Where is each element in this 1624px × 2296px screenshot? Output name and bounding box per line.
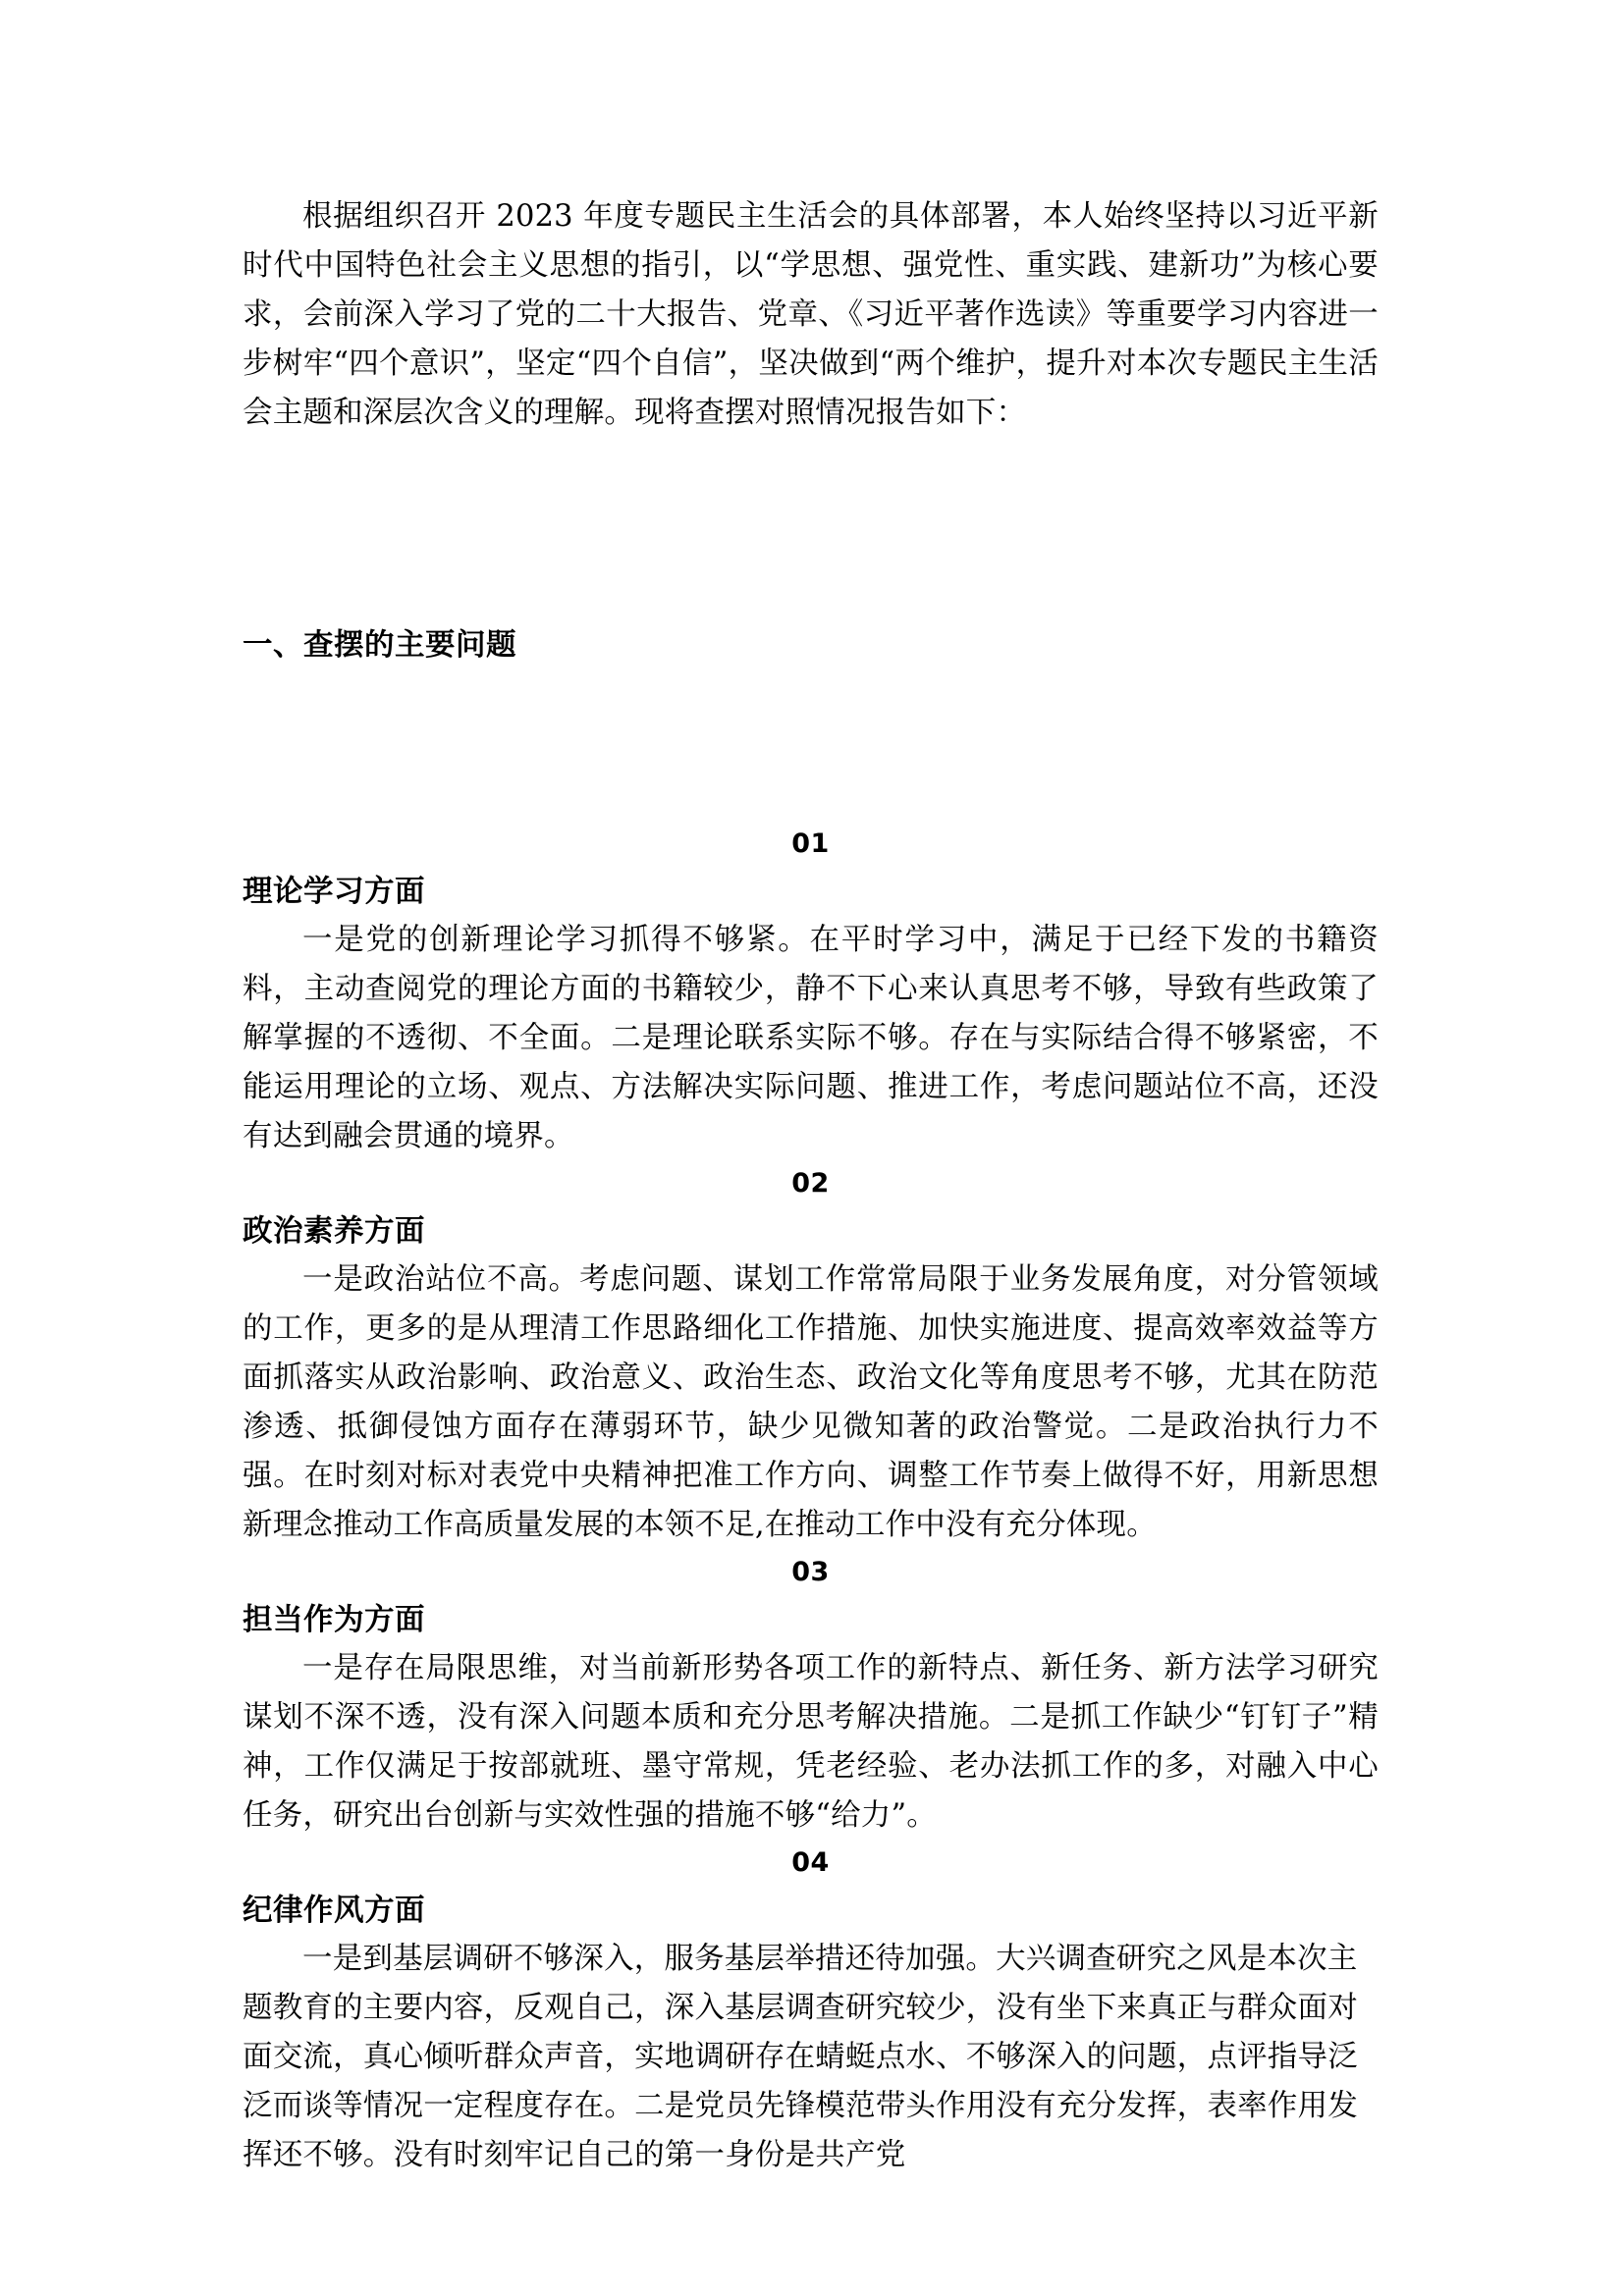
section-title-03: 担当作为方面 xyxy=(243,1602,425,1637)
section-title-01: 理论学习方面 xyxy=(243,874,425,909)
section-body-03: 一是存在局限思维，对当前新形势各项工作的新特点、新任务、新方法学习研究谋划不深不透，没有深入问题本质和充分思考解决措施。二是抓工作缺少“钉钉子”精神，工作仅满足于按部就班、墨守常规，凭老经验、老办法抓工作的多，对融入中心任务，研究出台创新与实效性强的措施不够“给力”。 xyxy=(243,1651,1379,1833)
section-number-04: 04 xyxy=(791,1847,830,1878)
section-body-02: 一是政治站位不高。考虑问题、谋划工作常常局限于业务发展角度，对分管领域的工作，更多的是从理清工作思路细化工作措施、加快实施进度、提高效率效益等方面抓落实从政治影响、政治意义、政治生态、政治文化等角度思考不够，尤其在防范渗透、抵御侵蚀方面存在薄弱环节，缺少见微知著的政治警觉。二是政治执行力不强。在时刻对标对表党中央精神把准工作方向、调整工作节奏上做得不好，用新思想新理念推动工作高质量发展的本领不足,在推动工作中没有充分体现。 xyxy=(243,1262,1379,1542)
section-body-04: 一是到基层调研不够深入，服务基层举措还待加强。大兴调查研究之风是本次主题教育的主要内容，反观自己，深入基层调查研究较少，没有坐下来真正与群众面对面交流，真心倾听群众声音，实地调研存在蜻蜓点水、不够深入的问题，点评指导泛泛而谈等情况一定程度存在。二是党员先锋模范带头作用没有充分发挥，表率作用发挥还不够。没有时刻牢记自己的第一身份是共产党 xyxy=(243,1942,1358,2172)
section-number-03: 03 xyxy=(791,1557,830,1587)
section-body-01: 一是党的创新理论学习抓得不够紧。在平时学习中，满足于已经下发的书籍资料，主动查阅党的理论方面的书籍较少，静不下心来认真思考不够，导致有些政策了解掌握的不透彻、不全面。二是理论联系实际不够。存在与实际结合得不够紧密，不能运用理论的立场、观点、方法解决实际问题、推进工作，考虑问题站位不高，还没有达到融会贯通的境界。 xyxy=(243,923,1379,1153)
spacer-after-intro xyxy=(243,438,1379,620)
document-content xyxy=(243,192,1379,2180)
main-heading: 一、查摆的主要问题 xyxy=(243,627,516,663)
section-title-02: 政治素养方面 xyxy=(243,1213,425,1249)
section-number-01: 01 xyxy=(791,828,830,859)
section-number-02: 02 xyxy=(791,1168,830,1199)
section-title-04: 纪律作风方面 xyxy=(243,1893,425,1928)
intro-paragraph: 根据组织召开 2023 年度专题民主生活会的具体部署，本人始终坚持以习近平新时代中国特色社会主义思想的指引，以“学思想、强党性、重实践、建新功”为核心要求，会前深入学习了党的二十大报告、党章、《习近平著作选读》等重要学习内容进一步树牢“四个意识”，坚定“四个自信”，坚决做到“两个维护，提升对本次专题民主生活会主题和深层次含义的理解。现将查摆对照情况报告如下： xyxy=(243,199,1379,430)
spacer-after-main-heading xyxy=(243,669,1379,822)
